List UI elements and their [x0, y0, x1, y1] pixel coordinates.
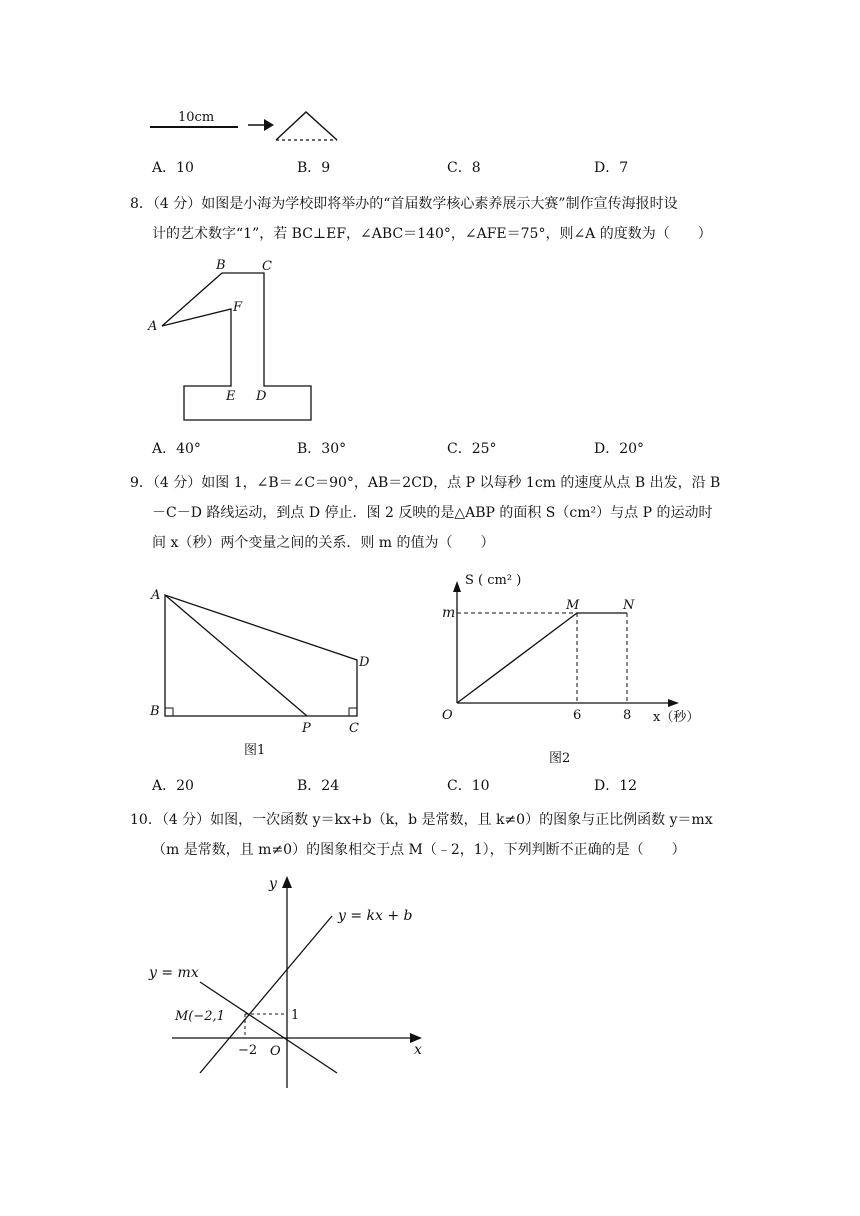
q10-origin: O	[270, 1044, 281, 1059]
q9-option-b: B．24	[297, 778, 340, 794]
q10-y-arrow	[282, 876, 292, 888]
q7-strip-label: 10cm	[178, 110, 215, 125]
q9-fig2-x-arrow	[668, 699, 679, 707]
q9-fig2-origin: O	[442, 708, 453, 723]
q9-fig1-label-p: P	[302, 721, 311, 736]
q9-quadrilateral	[165, 595, 357, 716]
q9-fig2-point-n: N	[623, 598, 635, 613]
q10-text-line2: （m 是常数，且 m≠0）的图象相交于点 M（﹣2，1），下列判断不正确的是（ ）	[152, 842, 686, 858]
q8-label-a: A	[148, 319, 158, 334]
q9-fig1-label-a: A	[151, 588, 161, 603]
q7-figure	[140, 100, 360, 150]
q7-option-b: B．9	[297, 160, 331, 176]
q9-text-line1: 9．（4 分）如图 1，∠B＝∠C＝90°，AB＝2CD，点 P 以每秒 1cm 的速度从点 B 出发，沿 B	[130, 475, 721, 491]
q10-point-m-label: M(−2,1	[175, 1009, 225, 1024]
q10-tick-1: 1	[291, 1008, 300, 1023]
q10-x-label: x	[414, 1042, 422, 1058]
q8-label-d: D	[256, 389, 267, 404]
q9-fig2-y-label: S ( cm² )	[465, 573, 522, 588]
q9-figure-1	[140, 580, 400, 770]
q9-fig2-tick-8: 8	[623, 708, 632, 723]
q9-option-d: D．12	[594, 778, 638, 794]
q9-segment-ap	[165, 595, 307, 716]
q9-fig2-tick-6: 6	[573, 708, 582, 723]
q8-text-line2: 计的艺术数字“1”，若 BC⊥EF，∠ABC＝140°，∠AFE＝75°，则∠A 的度数为（ ）	[152, 226, 712, 242]
q8-text-line1: 8．（4 分）如图是小海为学校即将举办的“首届数学核心素养展示大赛”制作宣传海报时设	[130, 196, 678, 212]
q8-label-f: F	[233, 300, 243, 315]
q7-option-c: C．8	[447, 160, 481, 176]
q9-text-line3: 间 x（秒）两个变量之间的关系．则 m 的值为（ ）	[152, 535, 495, 551]
q7-triangle	[276, 112, 337, 140]
q7-arrow-head	[264, 119, 274, 131]
q8-label-e: E	[226, 389, 236, 404]
q9-fig1-label-c: C	[349, 721, 359, 736]
q9-text-line2: －C－D 路线运动，到点 D 停止．图 2 反映的是△ABP 的面积 S（cm²）与点 P 的运动时	[152, 505, 713, 521]
q8-figure	[140, 250, 340, 430]
q8-label-c: C	[262, 259, 272, 274]
q10-graph	[140, 868, 440, 1098]
q7-option-a: A．10	[152, 160, 194, 176]
q9-fig1-label-d: D	[359, 655, 370, 670]
q7-option-d: D．7	[594, 160, 629, 176]
q9-right-angle-b	[165, 708, 173, 716]
q9-option-c: C．10	[447, 778, 490, 794]
q9-fig1-caption: 图1	[244, 743, 266, 758]
q10-line-kxb-label: y = kx + b	[338, 908, 413, 924]
q9-fig2-y-arrow	[453, 581, 461, 592]
q8-option-a: A．40°	[152, 441, 201, 457]
q10-tick-neg2: −2	[238, 1043, 258, 1058]
q9-right-angle-c	[349, 708, 357, 716]
q8-label-b: B	[216, 258, 226, 273]
q9-figure-2	[435, 565, 715, 770]
q9-fig2-m-label: m	[442, 605, 456, 621]
q9-fig1-label-b: B	[150, 704, 160, 719]
q8-option-b: B．30°	[297, 441, 347, 457]
q8-option-d: D．20°	[594, 441, 645, 457]
q10-line-mx-label: y = mx	[149, 965, 199, 981]
q10-y-label: y	[269, 876, 277, 892]
q9-option-a: A．20	[152, 778, 194, 794]
q9-fig2-point-m: M	[566, 598, 580, 613]
q8-digit-outline	[162, 273, 311, 420]
q9-fig2-caption: 图2	[549, 751, 571, 766]
q9-fig2-segment-om	[457, 613, 577, 703]
q8-option-c: C．25°	[447, 441, 497, 457]
q10-text-line1: 10．（4 分）如图，一次函数 y＝kx+b（k，b 是常数，且 k≠0）的图象与正比例函数 y＝mx	[130, 812, 713, 828]
q10-line-mx	[200, 982, 337, 1073]
q9-fig2-x-label: x（秒）	[653, 710, 700, 725]
